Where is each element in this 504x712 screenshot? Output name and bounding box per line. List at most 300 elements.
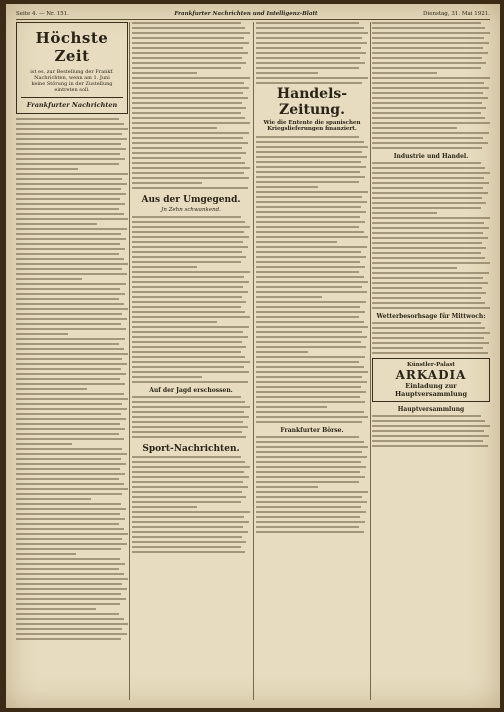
- text-line: [16, 273, 127, 275]
- text-line: [372, 415, 481, 417]
- text-line: [16, 283, 126, 285]
- text-line: [16, 228, 127, 230]
- text-line: [256, 306, 360, 308]
- boerse-title: Frankfurter Börse.: [280, 427, 344, 434]
- text-line: [256, 466, 366, 468]
- text-line: [372, 347, 483, 349]
- article-text: [132, 216, 250, 383]
- text-line: [16, 118, 119, 120]
- text-line: [132, 231, 244, 233]
- text-line: [256, 72, 318, 74]
- text-line: [16, 173, 128, 175]
- text-line: [372, 297, 481, 299]
- notice-title: Höchste Zeit: [35, 29, 109, 65]
- text-line: [372, 37, 484, 39]
- text-line: [132, 331, 243, 333]
- text-line: [372, 207, 481, 209]
- text-line: [372, 257, 485, 259]
- column-1: [16, 22, 128, 700]
- text-line: [132, 461, 245, 463]
- text-line: [372, 107, 486, 109]
- text-line: [372, 440, 483, 442]
- text-line: [16, 583, 122, 585]
- text-line: [372, 27, 485, 29]
- text-line: [372, 77, 490, 79]
- text-line: [16, 153, 120, 155]
- text-line: [16, 518, 125, 520]
- text-line: [256, 526, 359, 528]
- text-line: [256, 366, 364, 368]
- text-line: [16, 483, 124, 485]
- text-line: [256, 62, 365, 64]
- text-line: [16, 288, 120, 290]
- text-line: [372, 42, 489, 44]
- arkadia-pre: Künstler-Palast: [407, 362, 455, 368]
- text-line: [256, 291, 367, 293]
- article-text: [372, 322, 490, 354]
- text-line: [16, 463, 126, 465]
- text-line: [16, 413, 121, 415]
- text-line: [16, 318, 127, 320]
- text-line: [256, 436, 359, 438]
- text-line: [372, 162, 481, 164]
- page-header: [16, 9, 490, 20]
- text-line: [132, 546, 241, 548]
- text-line: [16, 133, 122, 135]
- text-line: [16, 388, 87, 390]
- text-line: [372, 337, 484, 339]
- text-line: [16, 243, 120, 245]
- notice-box: [16, 22, 128, 114]
- text-line: [372, 227, 489, 229]
- text-line: [132, 147, 242, 149]
- text-line: [132, 376, 202, 378]
- text-line: [16, 533, 128, 535]
- text-line: [372, 202, 486, 204]
- text-line: [372, 242, 482, 244]
- text-line: [256, 196, 362, 198]
- header-right: Dienstag, 31. Mai 1921.: [423, 11, 490, 17]
- text-line: [256, 241, 337, 243]
- notice-body: ist es, zur Bestellung der Frankf. Nachrichten, wenn am 1. Juni keine Störung in der Zustellung eintreten soll.: [30, 69, 114, 93]
- text-line: [372, 302, 485, 304]
- text-line: [132, 396, 241, 398]
- text-line: [372, 267, 457, 269]
- umgegend-subtitle: Jn Zehn schwankend.: [161, 207, 221, 213]
- text-line: [256, 311, 365, 313]
- text-line: [132, 511, 250, 513]
- text-line: [256, 151, 362, 153]
- text-line: [16, 513, 120, 515]
- text-line: [16, 383, 125, 385]
- text-line: [16, 218, 128, 220]
- text-line: [16, 298, 119, 300]
- text-line: [132, 361, 250, 363]
- text-line: [256, 296, 322, 298]
- text-line: [16, 233, 121, 235]
- sport-title: Sport-Nachrichten.: [142, 444, 240, 454]
- text-line: [256, 156, 367, 158]
- text-line: [16, 148, 126, 150]
- header-center: Frankfurter Nachrichten und Intelligenz-Blatt: [174, 11, 318, 17]
- text-line: [256, 391, 366, 393]
- text-line: [372, 212, 437, 214]
- text-line: [256, 531, 364, 533]
- text-line: [16, 408, 127, 410]
- text-line: [372, 67, 481, 69]
- arkadia-line: Einladung zur Hauptversammlung: [394, 382, 468, 398]
- text-line: [132, 62, 246, 64]
- text-line: [372, 282, 488, 284]
- text-line: [16, 343, 119, 345]
- text-line: [16, 168, 78, 170]
- text-line: [256, 236, 368, 238]
- text-line: [16, 338, 125, 340]
- text-line: [256, 511, 366, 513]
- text-line: [16, 633, 127, 635]
- text-line: [372, 352, 488, 354]
- text-line: [132, 336, 248, 338]
- text-line: [16, 163, 119, 165]
- text-line: [132, 216, 241, 218]
- text-line: [132, 271, 250, 273]
- text-line: [372, 247, 486, 249]
- text-line: [132, 356, 245, 358]
- text-line: [132, 296, 242, 298]
- text-line: [256, 441, 364, 443]
- column-2: [132, 22, 250, 700]
- text-line: [256, 301, 366, 303]
- text-line: [256, 331, 362, 333]
- text-line: [132, 137, 243, 139]
- text-line: [16, 263, 128, 265]
- text-line: [256, 271, 359, 273]
- column-3: [256, 22, 368, 700]
- text-line: [132, 381, 248, 383]
- text-line: [256, 136, 359, 138]
- text-line: [256, 231, 364, 233]
- handels-title: Handels-Zeitung.: [276, 86, 348, 118]
- text-line: [256, 336, 367, 338]
- text-line: [132, 481, 243, 483]
- text-line: [256, 52, 366, 54]
- text-line: [372, 117, 485, 119]
- text-line: [256, 201, 367, 203]
- text-line: [132, 226, 250, 228]
- text-line: [132, 426, 248, 428]
- text-line: [372, 142, 488, 144]
- text-line: [256, 256, 366, 258]
- text-line: [372, 252, 481, 254]
- text-line: [132, 187, 248, 189]
- text-line: [132, 321, 217, 323]
- text-line: [372, 122, 490, 124]
- text-line: [372, 92, 483, 94]
- text-line: [16, 253, 119, 255]
- text-line: [372, 277, 483, 279]
- haupt-title: Hauptversammlung: [397, 406, 465, 413]
- text-line: [132, 67, 241, 69]
- text-line: [132, 32, 250, 34]
- text-line: [16, 573, 124, 575]
- text-line: [256, 461, 361, 463]
- text-line: [256, 176, 365, 178]
- text-line: [372, 430, 484, 432]
- umgegend-title: Aus der Umgegend.: [141, 195, 241, 205]
- text-line: [256, 57, 360, 59]
- text-line: [256, 321, 364, 323]
- text-line: [16, 293, 125, 295]
- text-line: [132, 27, 245, 29]
- text-line: [132, 366, 244, 368]
- text-line: [16, 448, 122, 450]
- text-line: [256, 341, 361, 343]
- text-line: [132, 42, 249, 44]
- text-line: [372, 167, 485, 169]
- text-line: [16, 568, 119, 570]
- text-line: [16, 123, 124, 125]
- text-line: [372, 32, 490, 34]
- text-line: [16, 468, 120, 470]
- text-line: [132, 82, 244, 84]
- text-line: [16, 248, 125, 250]
- text-line: [16, 323, 121, 325]
- text-line: [256, 27, 364, 29]
- text-line: [132, 526, 243, 528]
- text-line: [256, 37, 362, 39]
- text-line: [16, 638, 121, 640]
- text-line: [132, 401, 245, 403]
- text-line: [132, 476, 249, 478]
- text-line: [16, 183, 127, 185]
- text-line: [132, 261, 241, 263]
- text-line: [132, 92, 243, 94]
- text-line: [16, 543, 127, 545]
- text-line: [256, 286, 362, 288]
- text-line: [16, 608, 96, 610]
- text-line: [16, 538, 122, 540]
- text-line: [372, 272, 489, 274]
- text-line: [132, 276, 244, 278]
- text-line: [132, 471, 244, 473]
- text-line: [256, 261, 360, 263]
- text-line: [16, 278, 82, 280]
- text-line: [256, 476, 365, 478]
- text-line: [372, 62, 486, 64]
- text-line: [256, 22, 359, 24]
- handels-subtitle: Wie die Entente die spanischen Kriegslieferungen finanziert.: [263, 120, 361, 132]
- text-line: [132, 246, 248, 248]
- text-line: [372, 47, 483, 49]
- notice-footer: Frankfurter Nachrichten: [21, 97, 123, 109]
- text-line: [256, 456, 367, 458]
- text-line: [132, 47, 243, 49]
- text-line: [132, 22, 241, 24]
- text-line: [132, 436, 246, 438]
- text-line: [132, 411, 244, 413]
- text-line: [256, 186, 318, 188]
- text-line: [16, 548, 121, 550]
- text-line: [16, 403, 122, 405]
- text-line: [132, 52, 248, 54]
- text-line: [16, 303, 124, 305]
- text-line: [16, 368, 121, 370]
- text-line: [16, 488, 128, 490]
- article-text: [256, 436, 368, 533]
- text-line: [132, 132, 249, 134]
- text-line: [16, 563, 125, 565]
- text-line: [256, 146, 368, 148]
- text-line: [372, 192, 488, 194]
- text-line: [16, 503, 121, 505]
- text-line: [132, 431, 242, 433]
- text-line: [16, 378, 120, 380]
- text-line: [132, 122, 250, 124]
- text-line: [16, 223, 97, 225]
- article-text: [132, 22, 250, 189]
- text-line: [132, 516, 244, 518]
- text-line: [372, 82, 484, 84]
- text-line: [132, 541, 246, 543]
- text-line: [16, 598, 126, 600]
- text-line: [16, 258, 124, 260]
- industrie-title: Industrie und Handel.: [393, 153, 469, 160]
- text-line: [132, 491, 242, 493]
- text-line: [372, 127, 457, 129]
- text-line: [372, 420, 485, 422]
- text-line: [132, 172, 244, 174]
- text-line: [132, 421, 243, 423]
- text-line: [132, 306, 241, 308]
- text-line: [132, 346, 246, 348]
- text-line: [256, 506, 361, 508]
- text-line: [16, 308, 128, 310]
- text-line: [16, 193, 126, 195]
- text-line: [256, 411, 364, 413]
- text-line: [372, 182, 489, 184]
- text-line: [16, 178, 122, 180]
- text-line: [16, 553, 76, 555]
- text-line: [256, 481, 359, 483]
- text-line: [132, 256, 246, 258]
- text-line: [372, 137, 483, 139]
- header-left: Seite 4. — Nr. 151.: [16, 11, 69, 17]
- text-line: [372, 445, 488, 447]
- text-line: [256, 191, 368, 193]
- text-line: [256, 371, 368, 373]
- text-line: [132, 182, 202, 184]
- text-line: [132, 466, 250, 468]
- text-line: [16, 593, 121, 595]
- text-line: [372, 292, 486, 294]
- text-line: [256, 77, 368, 79]
- text-line: [256, 246, 367, 248]
- text-line: [132, 416, 249, 418]
- text-line: [16, 438, 124, 440]
- text-line: [256, 32, 368, 34]
- text-line: [256, 326, 368, 328]
- text-line: [256, 226, 359, 228]
- text-line: [372, 342, 489, 344]
- text-line: [372, 232, 483, 234]
- text-line: [372, 132, 489, 134]
- text-line: [256, 166, 366, 168]
- text-line: [132, 236, 249, 238]
- text-line: [16, 198, 120, 200]
- column-4: [372, 22, 490, 700]
- text-line: [16, 423, 120, 425]
- text-line: [132, 551, 245, 553]
- text-line: [16, 143, 121, 145]
- text-line: [16, 358, 122, 360]
- text-line: [16, 328, 126, 330]
- text-line: [16, 508, 126, 510]
- text-line: [132, 311, 245, 313]
- text-line: [256, 396, 360, 398]
- text-line: [372, 147, 482, 149]
- article-text: [16, 118, 128, 640]
- text-line: [132, 506, 197, 508]
- text-line: [16, 363, 127, 365]
- text-line: [256, 216, 360, 218]
- text-line: [132, 177, 249, 179]
- article-text: [132, 456, 250, 553]
- text-line: [256, 47, 361, 49]
- text-line: [132, 531, 248, 533]
- text-line: [16, 158, 125, 160]
- text-line: [256, 451, 362, 453]
- text-line: [372, 262, 490, 264]
- text-line: [132, 371, 249, 373]
- text-line: [132, 266, 197, 268]
- text-line: [372, 322, 481, 324]
- text-line: [372, 102, 482, 104]
- text-line: [132, 97, 248, 99]
- text-line: [16, 373, 126, 375]
- text-line: [372, 22, 481, 24]
- arkadia-name: ARKADIA: [395, 368, 467, 382]
- text-line: [256, 42, 367, 44]
- text-line: [132, 341, 242, 343]
- text-line: [16, 528, 124, 530]
- text-line: [372, 87, 489, 89]
- text-line: [16, 268, 122, 270]
- text-line: [16, 523, 119, 525]
- text-line: [256, 471, 360, 473]
- text-line: [256, 251, 361, 253]
- text-line: [16, 128, 128, 130]
- text-line: [132, 102, 242, 104]
- text-line: [16, 443, 72, 445]
- text-line: [132, 112, 241, 114]
- text-line: [132, 326, 249, 328]
- text-line: [256, 516, 360, 518]
- wetter-title: Wetterbesorhsage für Mittwoch:: [376, 313, 486, 320]
- text-line: [132, 316, 250, 318]
- text-line: [16, 603, 120, 605]
- text-line: [256, 211, 366, 213]
- text-line: [132, 351, 241, 353]
- text-line: [256, 491, 368, 493]
- text-line: [16, 208, 119, 210]
- text-line: [132, 486, 248, 488]
- jagd-title: Auf der Jagd erschossen.: [149, 387, 233, 394]
- text-line: [132, 152, 246, 154]
- text-line: [256, 221, 365, 223]
- article-text: [256, 22, 368, 84]
- text-line: [16, 478, 119, 480]
- text-line: [256, 386, 361, 388]
